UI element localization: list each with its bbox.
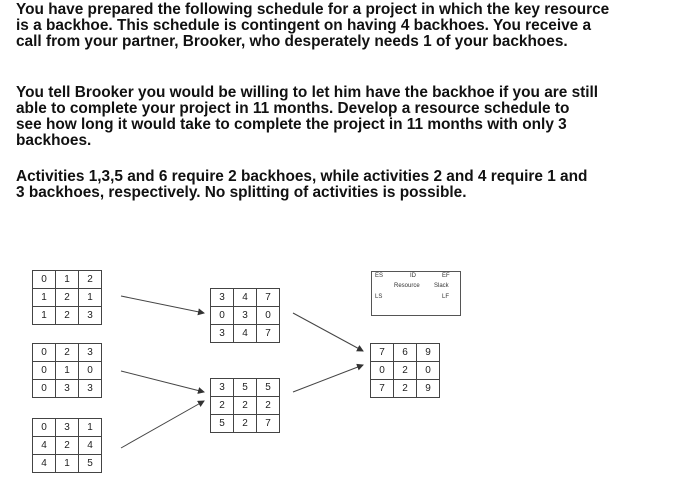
arrow-2-to-5 [121, 371, 204, 392]
node-cell: 7 [371, 380, 394, 398]
node-cell: 0 [33, 380, 56, 398]
node-cell: 0 [33, 271, 56, 289]
legend-lf: LF [442, 294, 450, 300]
arrow-3-to-5 [121, 401, 204, 448]
arrow-5-to-6 [293, 365, 363, 392]
node-cell: 4 [33, 437, 56, 455]
node-cell: 9 [417, 380, 440, 398]
node-cell: 4 [33, 455, 56, 473]
node-cell: 6 [394, 344, 417, 362]
node-cell: 3 [79, 344, 102, 362]
node-cell: 4 [234, 289, 257, 307]
activity-node-1 [32, 270, 102, 325]
paragraph-3: Activities 1,3,5 and 6 require 2 backhoes, while activities 2 and 4 require 1 and 3 backhoes, respectively. No splitting of activities is possible. [16, 168, 588, 201]
node-cell: 3 [211, 289, 234, 307]
node-cell: 0 [33, 344, 56, 362]
node-cell: 2 [56, 344, 79, 362]
node-cell: 0 [257, 307, 280, 325]
activity-node-5 [210, 378, 280, 433]
arrow-4-to-6 [293, 313, 363, 351]
node-cell: 1 [56, 455, 79, 473]
node-cell: 0 [33, 362, 56, 380]
node-cell: 1 [33, 307, 56, 325]
node-cell: 2 [79, 271, 102, 289]
node-cell: 2 [394, 362, 417, 380]
node-cell: 2 [56, 307, 79, 325]
node-cell: 0 [417, 362, 440, 380]
arrow-1-to-4 [121, 296, 204, 313]
node-cell: 7 [257, 325, 280, 343]
activity-node-3 [32, 418, 102, 473]
node-cell: 3 [79, 307, 102, 325]
node-cell: 1 [33, 289, 56, 307]
legend-slack: Slack [434, 283, 449, 289]
node-cell: 3 [234, 307, 257, 325]
node-cell: 5 [211, 415, 234, 433]
node-cell: 3 [211, 379, 234, 397]
paragraph-1: You have prepared the following schedule for a project in which the key resource is a backhoe. This schedule is contingent on having 4 backhoes. You receive a call from your partner, Brooker, who desperately needs 1 of your backhoes. [16, 1, 610, 50]
legend-ls: LS [375, 294, 383, 300]
node-cell: 2 [56, 289, 79, 307]
node-cell: 5 [234, 379, 257, 397]
node-cell: 2 [56, 437, 79, 455]
paragraph-2: You tell Brooker you would be willing to let him have the backhoe if you are still able to complete your project in 11 months. Develop a resource schedule to see how long it would take to complete the project in 11 months with only 3 backhoes. [16, 84, 599, 149]
node-legend [371, 271, 461, 316]
legend-ef: EF [442, 273, 450, 279]
node-cell: 3 [79, 380, 102, 398]
node-cell: 2 [211, 397, 234, 415]
activity-node-6 [370, 343, 440, 398]
activity-node-4 [210, 288, 280, 343]
legend-es: ES [375, 273, 384, 279]
node-cell: 7 [257, 289, 280, 307]
node-cell: 2 [234, 415, 257, 433]
node-cell: 1 [56, 362, 79, 380]
node-cell: 3 [211, 325, 234, 343]
node-cell: 1 [79, 419, 102, 437]
node-cell: 2 [394, 380, 417, 398]
node-cell: 4 [79, 437, 102, 455]
node-cell: 0 [33, 419, 56, 437]
node-cell: 0 [211, 307, 234, 325]
node-cell: 9 [417, 344, 440, 362]
node-cell: 2 [234, 397, 257, 415]
node-cell: 5 [257, 379, 280, 397]
node-cell: 3 [56, 419, 79, 437]
node-cell: 4 [234, 325, 257, 343]
node-cell: 1 [56, 271, 79, 289]
legend-id: ID [410, 273, 416, 279]
node-cell: 1 [79, 289, 102, 307]
node-cell: 0 [79, 362, 102, 380]
node-cell: 7 [371, 344, 394, 362]
node-cell: 0 [371, 362, 394, 380]
legend-resource: Resource [394, 283, 420, 289]
node-cell: 3 [56, 380, 79, 398]
activity-node-2 [32, 343, 102, 398]
node-cell: 2 [257, 397, 280, 415]
node-cell: 5 [79, 455, 102, 473]
node-cell: 7 [257, 415, 280, 433]
